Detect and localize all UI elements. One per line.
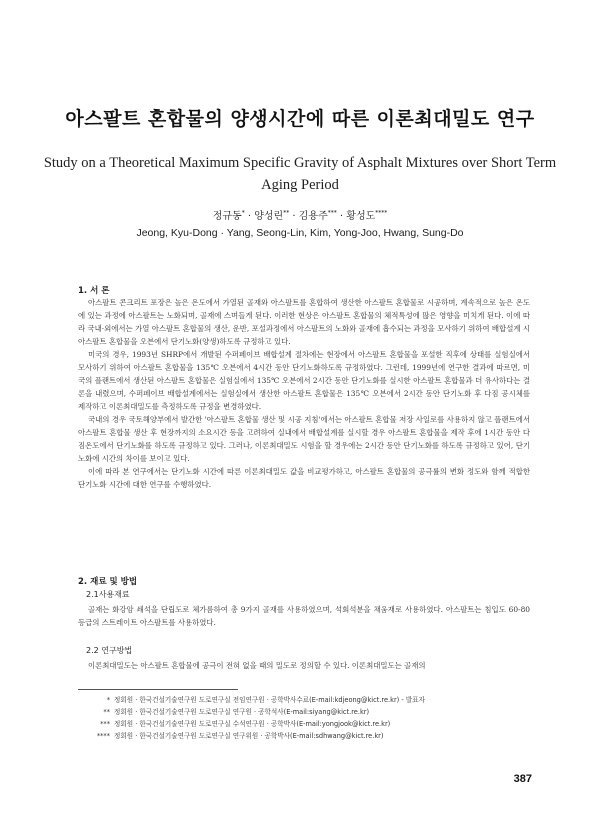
section-heading-methods: 2. 재료 및 방법 (78, 577, 138, 587)
footnote (78, 694, 538, 706)
introduction-body (78, 296, 530, 491)
footnote (78, 706, 538, 718)
subsection-heading-materials: 2.1사용재료 (86, 590, 130, 599)
subsection-heading-research-method: 2.2 연구방법 (86, 646, 133, 655)
authors-korean: 정규동* · 양성린** · 김용주*** · 황성도**** (212, 209, 388, 222)
paragraph: 골재는 화강암 쇄석을 단립도로 체가름하여 총 9가지 골재를 사용하였으며, 석회석분을 채움재로 사용하였다. 아스팔트는 침입도 60-80 등급의 스트레이트 아스팔트를 사용하였다. (78, 605, 530, 627)
footnote (78, 718, 538, 730)
footnote-text: 정회원 · 한국건설기술연구원 도로연구실 연구위원 · 공학박사(E-mail:sdhwang@kict.re.kr) (114, 732, 384, 740)
author-mark: * (241, 209, 245, 217)
footnote-text: 정회원 · 한국건설기술연구원 도로연구실 전임연구원 · 공학박사수료(E-mail:kdjeong@kict.re.kr) - 발표자 (114, 696, 425, 704)
author-name: 양성린 (254, 211, 284, 222)
authors-english: Jeong, Kyu-Dong · Yang, Seong-Lin, Kim, Yong-Joo, Hwang, Sung-Do (136, 227, 464, 239)
paper-title-korean: 아스팔트 혼합물의 양생시간에 따른 이론최대밀도 연구 (65, 108, 535, 130)
footnotes (78, 694, 538, 742)
footnote-mark: ** (103, 708, 110, 716)
footnote (78, 730, 538, 742)
author-name: 김용주 (298, 211, 328, 222)
author-name: 정규동 (212, 211, 242, 222)
research-method-body (78, 659, 530, 672)
footnote-text: 정회원 · 한국건설기술연구원 도로연구실 수석연구원 · 공학박사(E-mail:yongjook@kict.re.kr) (114, 720, 391, 728)
page-number: 387 (513, 773, 532, 785)
paragraph: 이론최대밀도는 아스팔트 혼합물에 공극이 전혀 없을 때의 밀도로 정의할 수 있다. 이론최대밀도는 골재의 (88, 661, 426, 670)
paragraph: 미국의 경우, 1993년 SHRP에서 개발된 수퍼페이브 배합설계 절차에는 현장에서 아스팔트 혼합물을 포설한 직후에 상태를 실험실에서 모사하기 위하여 아스팔트 혼합물을 135℃ 오븐에서 4시간 동안 단기노화하도록 규정하였다. 그런데, 1999년에 연구한 결과에 따르면, 미국의 플랜트에서 생산된 아스팔트 혼합물은 실험실에서 135℃ 오븐에서 2시간 동안 단기노화를 실시한 아스팔트 혼합물과 더 유사하다는 결론을 내렸으며, 수퍼페이브 배합설계에서는 실험실에서 생산한 아스팔트 혼합물은 135℃ 오븐에서 2시간 동안 단기노화 후 다짐 공시체를 제작하고 이론최대밀도를 측정하도록 규정을 변경하였다. (78, 350, 530, 411)
footnote-mark: * (106, 696, 110, 704)
section-heading-introduction: 1. 서 론 (78, 286, 110, 296)
paragraph: 이에 따라 본 연구에서는 단기노화 시간에 따른 이론최대밀도 값을 비교평가하고, 아스팔트 혼합물의 공극률의 변화 정도와 함께 적합한 단기노화 시간에 대한 연구를 수행하였다. (78, 467, 530, 489)
footnote-text: 정회원 · 한국건설기술연구원 도로연구실 연구원 · 공학석사(E-mail:siyang@kict.re.kr) (114, 708, 370, 716)
author-mark: **** (375, 209, 388, 217)
materials-body (78, 603, 530, 629)
paper-title-english: Study on a Theoretical Maximum Specific Gravity of Asphalt Mixtures over Short Term Aging Period (43, 155, 557, 193)
author-mark: *** (327, 209, 337, 217)
author-mark: ** (283, 209, 290, 217)
footnote-mark: **** (96, 732, 110, 740)
paragraph: 국내의 경우 국토해양부에서 발간한 '아스팔트 혼합물 생산 및 시공 지침'에서는 아스팔트 혼합물 저장 사일로를 사용하지 않고 플랜트에서 아스팔트 혼합물 생산 후 현장까지의 소요시간 등을 고려하여 실내에서 배합설계를 실시할 경우 아스팔트 혼합물을 제작 후에 1시간 동안 다짐온도에서 단기노화를 하도록 규정하고 있다. 그러나, 이론최대밀도 시험을 할 경우에는 2시간 동안 단기노화를 하도록 규정하고 있어, 단기노화에 시간의 차이를 보이고 있다. (78, 415, 530, 463)
author-name: 황성도 (346, 211, 376, 222)
paragraph: 아스팔트 콘크리트 포장은 높은 온도에서 가열된 골재와 아스팔트를 혼합하여 생산한 아스팔트 혼합물로 시공하며, 계속적으로 높은 온도에 있는 과정에 아스팔트는 노화되며, 골재에 스며들게 된다. 이러한 현상은 아스팔트 혼합물의 체적특성에 많은 영향을 미치게 된다. 이에 따라 국내·외에서는 가열 아스팔트 혼합물의 생산, 운반, 포설과정에서 아스팔트의 노화와 골재에 흡수되는 과정을 모사하기 위하여 배합설계 시 아스팔트 혼합물을 오븐에서 단기노화(양생)하도록 규정하고 있다. (78, 298, 530, 346)
footnote-divider (78, 689, 238, 690)
footnote-mark: *** (100, 720, 110, 728)
